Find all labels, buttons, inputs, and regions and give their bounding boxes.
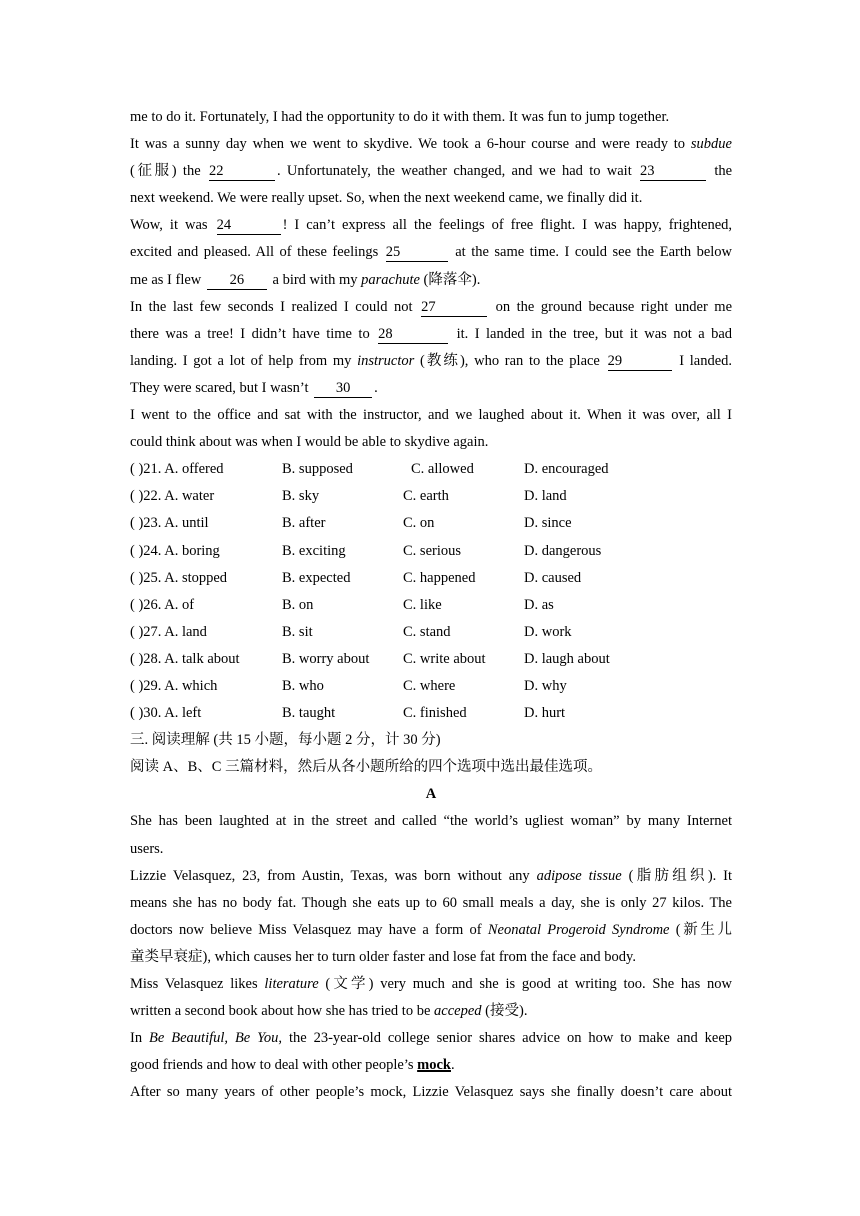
option-d[interactable]: D. hurt [524,705,566,722]
text-line: (征服) the 22 . Unfortunately, the weather changed, and we had to wait 23 the [130,163,733,180]
blank-22[interactable]: 22 [209,163,275,181]
option-c[interactable]: C. where [403,677,456,694]
text-line: They were scared, but I wasn’t 30 . [130,379,378,396]
option-c[interactable]: C. earth [403,488,449,505]
option-c[interactable]: C. finished [403,705,467,722]
question-stem[interactable]: ( )22. A. water [130,488,215,505]
option-d[interactable]: D. land [524,488,567,505]
question-stem[interactable]: ( )26. A. of [130,596,195,613]
question-stem[interactable]: ( )30. A. left [130,705,202,722]
text-line: good friends and how to deal with other people’s mock. [130,1057,455,1074]
question-stem[interactable]: ( )23. A. until [130,515,209,532]
option-b[interactable]: B. on [282,596,314,613]
blank-29[interactable]: 29 [608,353,672,371]
section-instruction: 阅读 A、B、C 三篇材料，然后从各小题所给的四个选项中选出最佳选项。 [130,759,603,776]
text-line: In Be Beautiful, Be You, the 23-year-old college senior shares advice on how to make and keep [130,1030,733,1047]
option-b[interactable]: B. after [282,515,326,532]
blank-26[interactable]: 26 [207,272,267,290]
question-stem[interactable]: ( )28. A. talk about [130,650,240,667]
option-b[interactable]: B. sky [282,488,320,505]
question-row [130,538,732,565]
option-b[interactable]: B. sit [282,623,313,640]
question-row [130,673,732,700]
blank-28[interactable]: 28 [378,326,448,344]
question-stem[interactable]: ( )24. A. boring [130,542,220,559]
blank-30[interactable]: 30 [314,380,372,398]
text-line: me as I flew 26 a bird with my parachute (降落伞). [130,271,481,288]
question-row [130,565,732,592]
question-row [130,700,732,727]
option-d[interactable]: D. since [524,515,572,532]
question-row [130,456,732,483]
blank-27[interactable]: 27 [421,299,487,317]
text-line: In the last few seconds I realized I could not 27 on the ground because right under me [130,298,733,315]
option-d[interactable]: D. as [524,596,554,613]
page-content [130,104,732,1106]
text-line: After so many years of other people’s mock, Lizzie Velasquez says she finally doesn’t care about [130,1084,732,1101]
option-b[interactable]: B. supposed [282,461,353,478]
text-line: users. [130,840,164,857]
passage-label: A [425,786,437,803]
option-c[interactable]: C. on [403,515,435,532]
text-line: landing. I got a lot of help from my instructor (教练), who ran to the place 29 I landed. [130,352,733,369]
question-row [130,592,732,619]
option-c[interactable]: C. write about [403,650,486,667]
option-c[interactable]: C. allowed [411,461,474,478]
blank-24[interactable]: 24 [217,217,281,235]
text-line: written a second book about how she has tried to be acceped (接受). [130,1003,528,1020]
question-stem[interactable]: ( )21. A. offered [130,461,224,478]
text-line: 童类早衰症), which causes her to turn older faster and lose fat from the face and body. [130,948,636,965]
text-line: It was a sunny day when we went to skydive. We took a 6-hour course and were ready to subdue [130,136,732,153]
option-c[interactable]: C. like [403,596,442,613]
option-d[interactable]: D. dangerous [524,542,602,559]
question-stem[interactable]: ( )27. A. land [130,623,207,640]
text-line: Lizzie Velasquez, 23, from Austin, Texas, was born without any adipose tissue (脂肪组织). It [130,867,733,884]
option-d[interactable]: D. caused [524,569,582,586]
text-line: means she has no body fat. Though she eats up to 60 small meals a day, she is only 27 kilos. The [130,894,732,911]
text-line: there was a tree! I didn’t have time to 28 it. I landed in the tree, but it was not a bad [130,325,733,342]
blank-23[interactable]: 23 [640,163,706,181]
text-line: Wow, it was 24 ! I can’t express all the feelings of free flight. I was happy, frightened, [130,217,733,234]
text-line: next weekend. We were really upset. So, when the next weekend came, we finally did it. [130,190,643,207]
text-line: Miss Velasquez likes literature (文学) very much and she is good at writing too. She has now [130,976,732,992]
option-c[interactable]: C. stand [403,623,451,640]
option-b[interactable]: B. exciting [282,542,346,559]
question-row [130,510,732,537]
text-line: She has been laughted at in the street and called “the world’s ugliest woman” by many Internet [130,813,732,830]
option-b[interactable]: B. worry about [282,650,370,667]
option-b[interactable]: B. who [282,677,324,694]
option-d[interactable]: D. laugh about [524,650,610,667]
question-stem[interactable]: ( )25. A. stopped [130,569,228,586]
question-row [130,646,732,673]
text-line: excited and pleased. All of these feelings 25 at the same time. I could see the Earth below [130,244,733,261]
underlined-word: mock [417,1057,451,1074]
question-stem[interactable]: ( )29. A. which [130,677,218,694]
option-b[interactable]: B. expected [282,569,351,586]
blank-25[interactable]: 25 [386,244,448,262]
option-c[interactable]: C. serious [403,542,461,559]
text-line: could think about was when I would be able to skydive again. [130,434,489,451]
text-line: me to do it. Fortunately, I had the opportunity to do it with them. It was fun to jump together. [130,109,670,125]
question-row [130,483,732,510]
option-c[interactable]: C. happened [403,569,476,586]
option-d[interactable]: D. encouraged [524,461,609,478]
text-line: I went to the office and sat with the instructor, and we laughed about it. When it was over, all I [130,407,732,424]
option-d[interactable]: D. why [524,677,567,694]
section-heading: 三. 阅读理解 (共 15 小题，每小题 2 分，计 30 分) [130,732,441,749]
option-b[interactable]: B. taught [282,705,336,722]
question-list [130,456,732,727]
question-row [130,619,732,646]
text-line: doctors now believe Miss Velasquez may have a form of Neonatal Progeroid Syndrome (新生儿 [130,921,732,938]
option-d[interactable]: D. work [524,623,572,640]
